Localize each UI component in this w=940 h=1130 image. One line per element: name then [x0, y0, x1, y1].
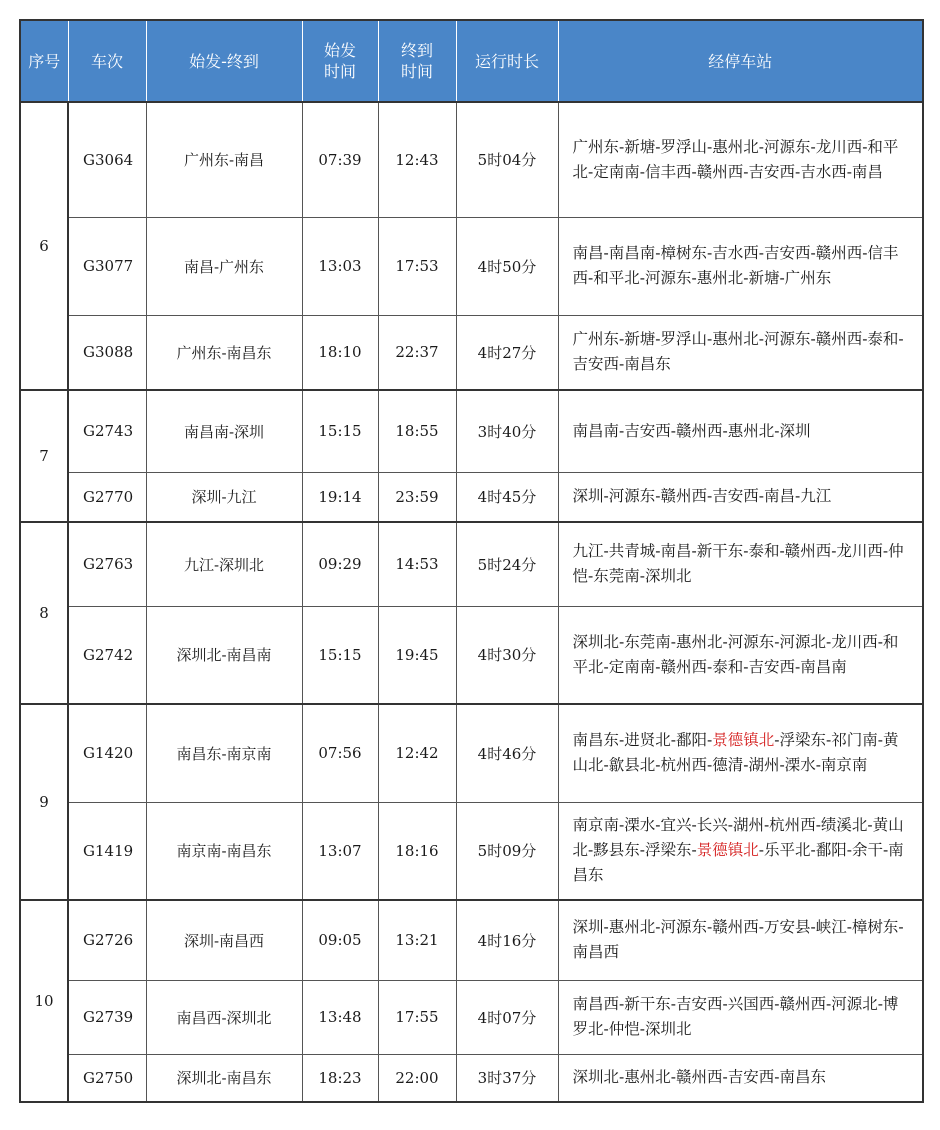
train-number-cell: G3064 [68, 102, 146, 217]
schedule-table-wrapper [19, 19, 924, 1103]
depart-time-cell: 07:39 [302, 102, 378, 217]
stations-cell [558, 980, 923, 1054]
depart-time-cell: 07:56 [302, 704, 378, 802]
train-number-cell: G2726 [68, 900, 146, 980]
train-number-cell: G1420 [68, 704, 146, 802]
duration-cell: 4时50分 [456, 217, 558, 315]
seq-cell: 7 [20, 390, 68, 522]
depart-time-cell: 13:03 [302, 217, 378, 315]
stations-cell [558, 704, 923, 802]
arrive-time-cell: 22:00 [378, 1054, 456, 1102]
stations-cell [558, 802, 923, 900]
route-cell: 南京南-南昌东 [146, 802, 302, 900]
table-row [20, 217, 923, 315]
depart-time-cell: 15:15 [302, 390, 378, 472]
depart-time-cell: 19:14 [302, 472, 378, 522]
stations-cell [558, 606, 923, 704]
station-list-text: -乐平北-鄱阳-余干-南昌东 [572, 841, 904, 885]
train-number-cell: G2750 [68, 1054, 146, 1102]
route-cell: 南昌西-深圳北 [146, 980, 302, 1054]
arrive-time-cell: 14:53 [378, 522, 456, 606]
station-list-text: 南昌-南昌南-樟树东-吉水西-吉安西-赣州西-信丰西-和平北-河源东-惠州北-新塘-广州东 [572, 244, 899, 287]
train-number-cell: G2770 [68, 472, 146, 522]
table-row [20, 472, 923, 522]
station-list-text: 九江-共青城-南昌-新干东-泰和-赣州西-龙川西-仲恺-东莞南-深圳北 [572, 542, 904, 586]
stations-cell [558, 472, 923, 522]
arrive-time-cell: 19:45 [378, 606, 456, 704]
station-list-text: 深圳-河源东-赣州西-吉安西-南昌-九江 [572, 487, 832, 506]
arrive-time-cell: 17:53 [378, 217, 456, 315]
stations-cell [558, 315, 923, 390]
duration-cell: 4时27分 [456, 315, 558, 390]
header-depart-time: 始发时间 [302, 20, 378, 102]
train-schedule-table [19, 19, 924, 1103]
train-number-cell: G3088 [68, 315, 146, 390]
route-cell: 深圳北-南昌南 [146, 606, 302, 704]
arrive-time-cell: 13:21 [378, 900, 456, 980]
train-number-cell: G3077 [68, 217, 146, 315]
arrive-time-cell: 12:42 [378, 704, 456, 802]
arrive-time-cell: 18:16 [378, 802, 456, 900]
station-list-text: 深圳-惠州北-河源东-赣州西-万安县-峡江-樟树东-南昌西 [572, 918, 904, 962]
depart-time-cell: 09:29 [302, 522, 378, 606]
duration-cell: 5时09分 [456, 802, 558, 900]
stations-cell [558, 1054, 923, 1102]
route-cell: 南昌南-深圳 [146, 390, 302, 472]
train-number-cell: G1419 [68, 802, 146, 900]
table-row [20, 980, 923, 1054]
seq-cell: 6 [20, 102, 68, 390]
depart-time-cell: 15:15 [302, 606, 378, 704]
duration-cell: 4时30分 [456, 606, 558, 704]
header-seq: 序号 [20, 20, 68, 102]
station-list-text: -浮梁东-祁门南-黄山北-歙县北-杭州西-德清-湖州-溧水-南京南 [572, 731, 899, 775]
header-stations: 经停车站 [558, 20, 923, 102]
stations-cell [558, 522, 923, 606]
depart-time-cell: 13:07 [302, 802, 378, 900]
schedule-body [20, 102, 923, 1102]
duration-cell: 4时07分 [456, 980, 558, 1054]
train-number-cell: G2763 [68, 522, 146, 606]
route-cell: 深圳-南昌西 [146, 900, 302, 980]
arrive-time-cell: 23:59 [378, 472, 456, 522]
station-list-text: 南京南-溧水-宜兴-长兴-湖州-杭州西-绩溪北-黄山北-黟县东-浮梁东- [572, 816, 904, 860]
train-number-cell: G2739 [68, 980, 146, 1054]
train-number-cell: G2743 [68, 390, 146, 472]
seq-cell: 9 [20, 704, 68, 900]
header-duration: 运行时长 [456, 20, 558, 102]
station-list-text: 南昌西-新干东-吉安西-兴国西-赣州西-河源北-博罗北-仲恺-深圳北 [572, 995, 899, 1038]
arrive-time-cell: 12:43 [378, 102, 456, 217]
stations-cell [558, 217, 923, 315]
duration-cell: 4时45分 [456, 472, 558, 522]
table-row [20, 900, 923, 980]
station-list-text: 深圳北-惠州北-赣州西-吉安西-南昌东 [572, 1068, 826, 1087]
depart-time-cell: 13:48 [302, 980, 378, 1054]
stations-cell [558, 390, 923, 472]
table-row [20, 802, 923, 900]
duration-cell: 5时04分 [456, 102, 558, 217]
table-row [20, 704, 923, 802]
route-cell: 广州东-南昌东 [146, 315, 302, 390]
duration-cell: 5时24分 [456, 522, 558, 606]
station-list-text: 深圳北-东莞南-惠州北-河源东-河源北-龙川西-和平北-定南南-赣州西-泰和-吉安西-南昌南 [572, 632, 899, 676]
highlighted-station: 景德镇北 [696, 841, 759, 860]
station-list-text: 南昌南-吉安西-赣州西-惠州北-深圳 [572, 421, 811, 440]
station-list-text: 南昌东-进贤北-鄱阳- [572, 731, 713, 750]
table-row [20, 522, 923, 606]
depart-time-cell: 18:23 [302, 1054, 378, 1102]
route-cell: 南昌-广州东 [146, 217, 302, 315]
depart-time-cell: 09:05 [302, 900, 378, 980]
stations-cell [558, 900, 923, 980]
train-number-cell: G2742 [68, 606, 146, 704]
table-row [20, 1054, 923, 1102]
seq-cell: 8 [20, 522, 68, 704]
duration-cell: 4时16分 [456, 900, 558, 980]
header-row [20, 20, 923, 102]
header-route: 始发-终到 [146, 20, 302, 102]
highlighted-station: 景德镇北 [712, 731, 775, 750]
table-row [20, 606, 923, 704]
seq-cell: 10 [20, 900, 68, 1102]
header-train: 车次 [68, 20, 146, 102]
duration-cell: 4时46分 [456, 704, 558, 802]
table-row [20, 315, 923, 390]
table-row [20, 390, 923, 472]
route-cell: 南昌东-南京南 [146, 704, 302, 802]
route-cell: 深圳北-南昌东 [146, 1054, 302, 1102]
duration-cell: 3时40分 [456, 390, 558, 472]
arrive-time-cell: 17:55 [378, 980, 456, 1054]
header-arrive-time: 终到时间 [378, 20, 456, 102]
station-list-text: 广州东-新塘-罗浮山-惠州北-河源东-赣州西-泰和-吉安西-南昌东 [572, 330, 904, 374]
arrive-time-cell: 18:55 [378, 390, 456, 472]
route-cell: 广州东-南昌 [146, 102, 302, 217]
station-list-text: 广州东-新塘-罗浮山-惠州北-河源东-龙川西-和平北-定南南-信丰西-赣州西-吉安西-吉水西-南昌 [572, 137, 899, 181]
depart-time-cell: 18:10 [302, 315, 378, 390]
arrive-time-cell: 22:37 [378, 315, 456, 390]
duration-cell: 3时37分 [456, 1054, 558, 1102]
table-row [20, 102, 923, 217]
stations-cell [558, 102, 923, 217]
route-cell: 九江-深圳北 [146, 522, 302, 606]
route-cell: 深圳-九江 [146, 472, 302, 522]
